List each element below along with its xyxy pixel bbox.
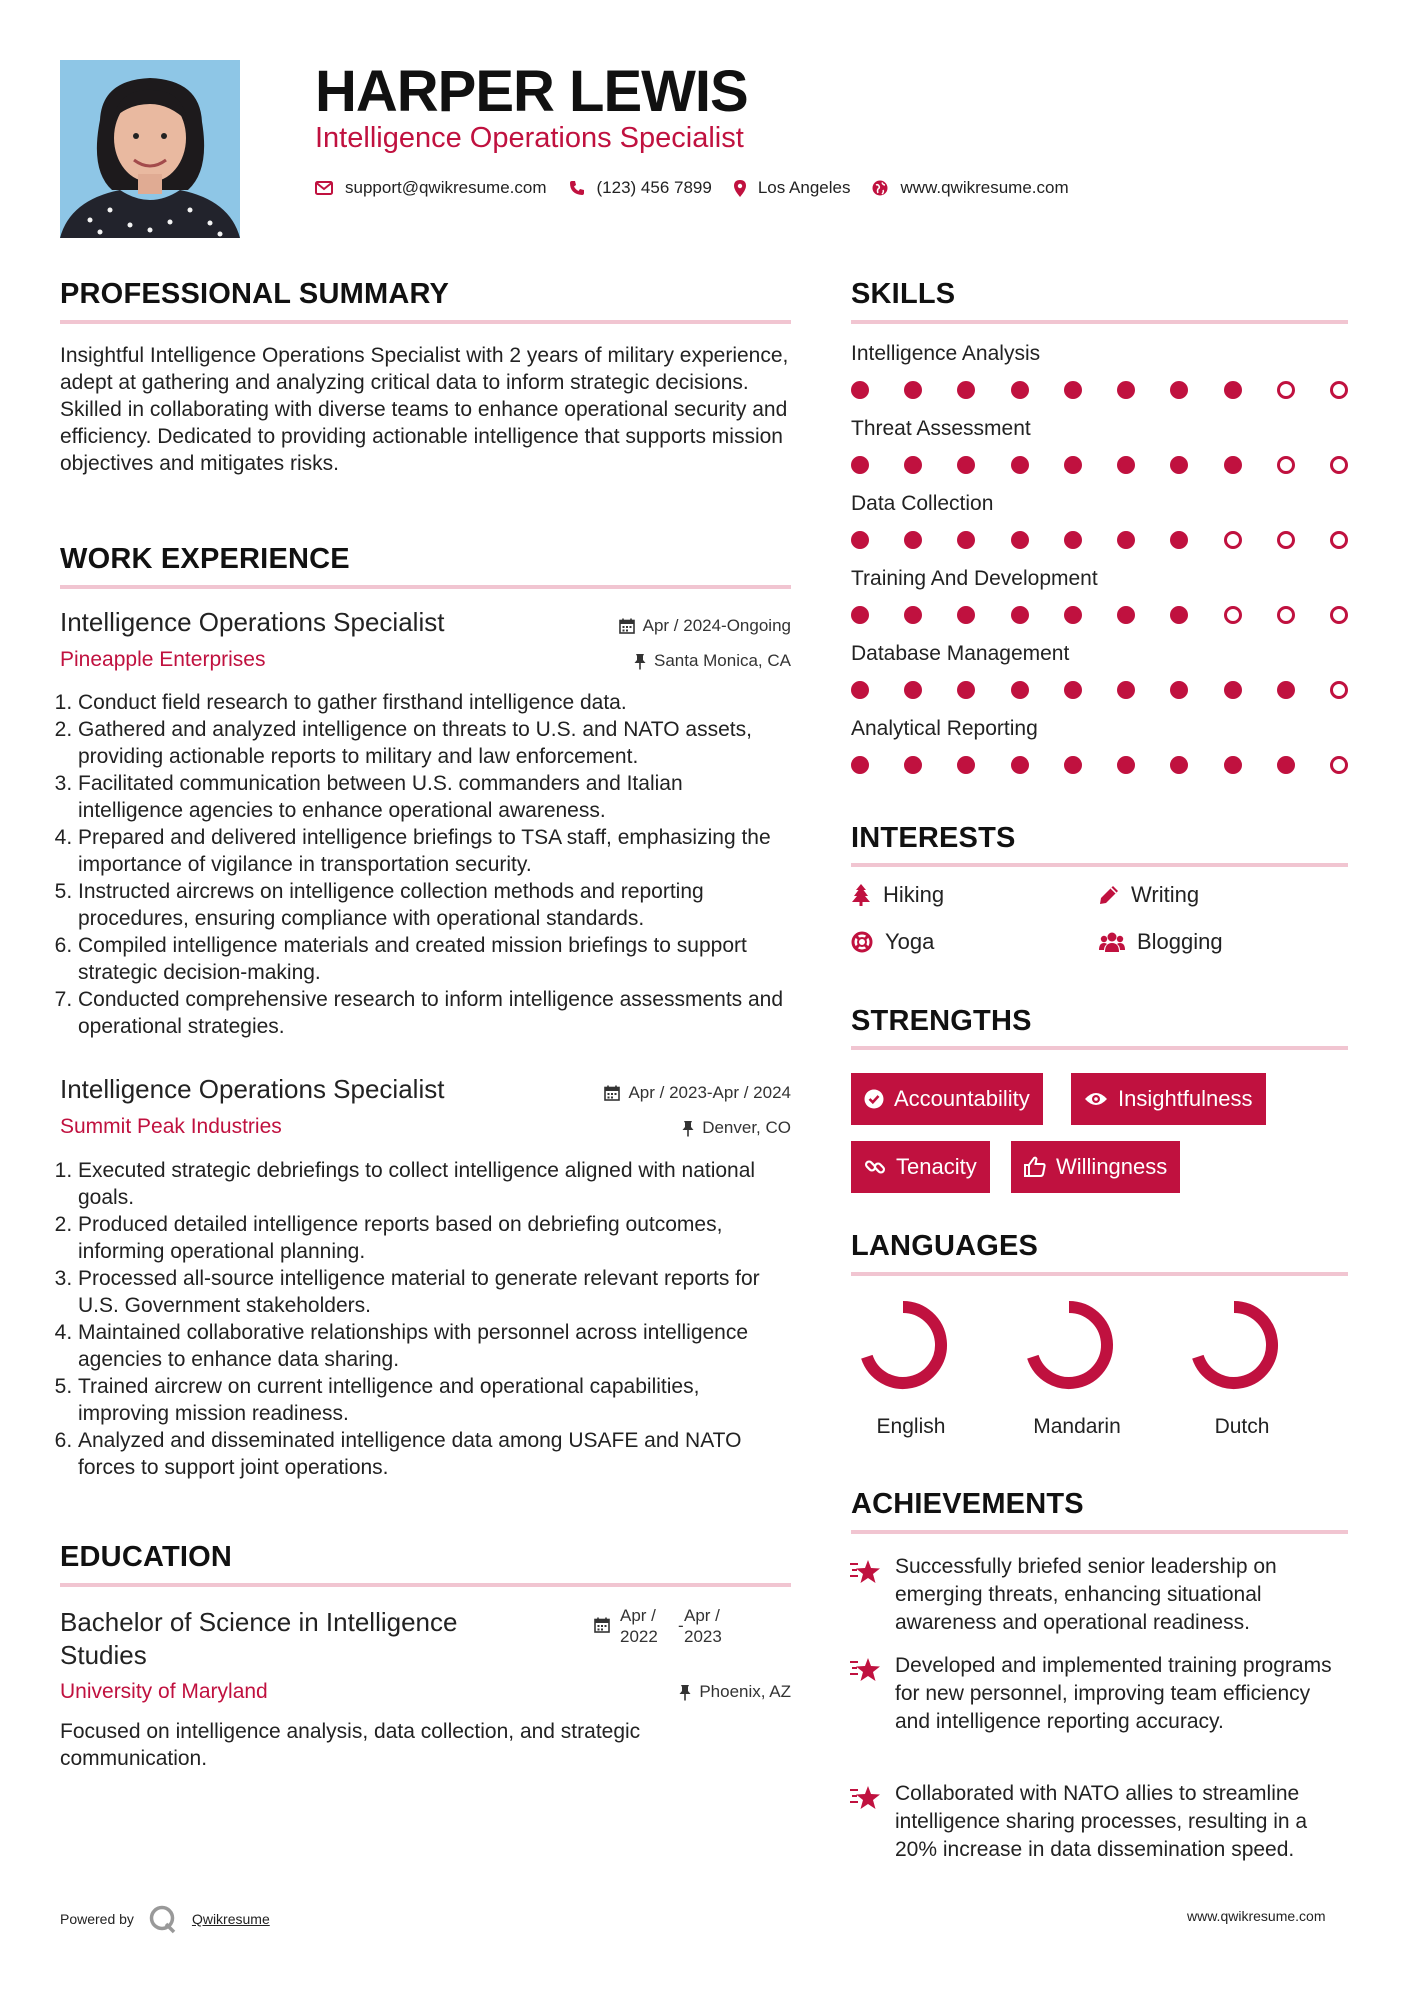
rating-dot-filled [904, 681, 922, 699]
rating-dot-filled [1064, 381, 1082, 399]
qwikresume-logo-icon [148, 1904, 178, 1934]
achievement-3: Collaborated with NATO allies to streamline intelligence sharing processes, resulting in a 20% increase in data dissemination speed. [895, 1782, 1308, 1861]
rating-dot-filled [1170, 456, 1188, 474]
rating-dot-filled [957, 531, 975, 549]
rating-dot-filled [1170, 606, 1188, 624]
language-mandarin-label: Mandarin [1033, 1415, 1121, 1438]
rating-dot-empty [1330, 531, 1348, 549]
interest-yoga [851, 929, 934, 955]
star-icon [849, 1558, 881, 1586]
job-2-dates-text: Apr / 2023-Apr / 2024 [628, 1083, 791, 1102]
rating-dot-filled [851, 381, 869, 399]
contact-email[interactable] [315, 178, 547, 198]
summary-heading: PROFESSIONAL SUMMARY [60, 278, 450, 310]
education-end-month: Apr / [684, 1606, 720, 1625]
rating-dot-filled [851, 756, 869, 774]
language-ring-english [867, 1307, 941, 1383]
strength-label: Insightfulness [1118, 1086, 1253, 1111]
strength-tenacity [851, 1141, 990, 1193]
degree-title: Bachelor of Science in Intelligence Studies [60, 1607, 458, 1670]
rating-dot-filled [1064, 681, 1082, 699]
list-item: 4. Maintained collaborative relationships with personnel across intelligence agencies to enhance data sharing. [78, 1319, 791, 1373]
job-1-location-text: Santa Monica, CA [653, 651, 791, 670]
rating-dot-filled [957, 381, 975, 399]
interests-divider [851, 863, 1348, 867]
skill-name: Analytical Reporting [851, 717, 1038, 740]
languages-rings [851, 1295, 1348, 1405]
interest-writing [1099, 882, 1199, 908]
check-circle-icon [864, 1089, 884, 1109]
skill-name: Database Management [851, 642, 1070, 665]
star-icon [849, 1784, 881, 1812]
achievement-2: Developed and implemented training programs for new personnel, improving team efficiency and intelligence reporting accuracy. [895, 1654, 1332, 1733]
rating-dot-filled [1224, 381, 1242, 399]
list-item: 5. Trained aircrew on current intelligence and operational capabilities, improving mission readiness. [78, 1373, 791, 1427]
interests-heading: INTERESTS [851, 822, 1016, 854]
job-1-title: Intelligence Operations Specialist [60, 607, 445, 637]
job-1-company: Pineapple Enterprises [60, 648, 266, 671]
experience-heading: WORK EXPERIENCE [60, 543, 350, 575]
rating-dot-empty [1330, 456, 1348, 474]
skill-name: Training And Development [851, 567, 1098, 590]
powered-by-text: Powered by [60, 1911, 134, 1927]
rating-dot-filled [1117, 456, 1135, 474]
calendar-icon [619, 618, 635, 634]
rating-dot-filled [1011, 606, 1029, 624]
education-start-month: Apr / [620, 1606, 656, 1625]
strength-label: Tenacity [896, 1154, 977, 1179]
list-item: 2. Produced detailed intelligence reports based on debriefing outcomes, informing operational planning. [78, 1211, 791, 1265]
list-item: 1. Conduct field research to gather firsthand intelligence data. [78, 689, 791, 716]
list-item: 5. Instructed aircrews on intelligence collection methods and reporting procedures, ensuring compliance with operational standards. [78, 878, 791, 932]
job-1-dates [520, 616, 791, 636]
job-2-duties [60, 1157, 791, 1481]
education-end-date [684, 1605, 722, 1647]
rating-dot-filled [851, 456, 869, 474]
rating-dot-filled [1011, 681, 1029, 699]
rating-dot-filled [1170, 756, 1188, 774]
school-name: University of Maryland [60, 1680, 268, 1703]
experience-divider [60, 585, 791, 589]
rating-dot-filled [1224, 456, 1242, 474]
strength-willingness [1011, 1141, 1180, 1193]
language-ring-mandarin [1033, 1307, 1107, 1383]
skill-rating [851, 756, 1348, 774]
rating-dot-filled [957, 756, 975, 774]
strengths-heading: STRENGTHS [851, 1005, 1032, 1037]
rating-dot-filled [1011, 531, 1029, 549]
map-marker-icon [734, 180, 746, 197]
rating-dot-empty [1224, 531, 1242, 549]
interest-blogging [1099, 929, 1223, 955]
interest-label: Writing [1131, 882, 1200, 907]
job-2-location [520, 1118, 791, 1138]
rating-dot-empty [1330, 756, 1348, 774]
globe-icon [872, 180, 888, 196]
pencil-icon [1099, 885, 1119, 905]
rating-dot-filled [957, 456, 975, 474]
education-end-year: 2023 [684, 1627, 722, 1646]
interest-label: Hiking [883, 882, 945, 907]
candidate-name: HARPER LEWIS [315, 59, 748, 124]
rating-dot-filled [851, 681, 869, 699]
rating-dot-filled [904, 756, 922, 774]
pushpin-icon [634, 653, 646, 670]
education-heading: EDUCATION [60, 1541, 233, 1573]
rating-dot-filled [904, 531, 922, 549]
skill-rating [851, 606, 1348, 624]
education-divider [60, 1583, 791, 1587]
rating-dot-filled [904, 381, 922, 399]
rating-dot-filled [1064, 456, 1082, 474]
language-dutch-label: Dutch [1214, 1415, 1270, 1438]
calendar-icon [594, 1617, 610, 1633]
rating-dot-filled [1170, 681, 1188, 699]
rating-dot-filled [1277, 681, 1295, 699]
education-date-dash: - [678, 1616, 684, 1635]
location-text: Los Angeles [757, 178, 851, 197]
users-icon [1099, 931, 1125, 953]
summary-divider [60, 320, 791, 324]
rating-dot-filled [1011, 756, 1029, 774]
list-item: 6. Compiled intelligence materials and created mission briefings to support strategic decision-making. [78, 932, 791, 986]
languages-heading: LANGUAGES [851, 1230, 1039, 1262]
list-item: 3. Facilitated communication between U.S. commanders and Italian intelligence agencies to enhance operational awareness. [78, 770, 791, 824]
list-item: 2. Gathered and analyzed intelligence on threats to U.S. and NATO assets, providing actionable reports to military and law enforcement. [78, 716, 791, 770]
summary-text: Insightful Intelligence Operations Specialist with 2 years of military experience, adept at gathering and analyzing critical data to inform strategic decisions. Skilled in collaborating with diverse teams to enhance operational security and efficiency. Dedicated to providing actionable intelligence that supports mission objectives and mitigates risks. [60, 344, 789, 475]
interest-label: Yoga [885, 929, 935, 954]
skill-rating [851, 681, 1348, 699]
website-text: www.qwikresume.com [900, 178, 1069, 197]
footer-powered [60, 1904, 270, 1934]
rating-dot-empty [1277, 456, 1295, 474]
rating-dot-filled [1224, 681, 1242, 699]
list-item: 1. Executed strategic debriefings to collect intelligence aligned with national goals. [78, 1157, 791, 1211]
strengths-divider [851, 1046, 1348, 1050]
brand-link[interactable]: Qwikresume [191, 1911, 270, 1927]
rating-dot-filled [904, 456, 922, 474]
phone-text: (123) 456 7899 [596, 178, 712, 197]
strength-insightfulness [1071, 1073, 1266, 1125]
strength-accountability [851, 1073, 1043, 1125]
rating-dot-filled [1117, 381, 1135, 399]
lifebuoy-icon [851, 931, 873, 953]
contact-bar [315, 178, 1091, 198]
contact-phone[interactable] [569, 178, 712, 198]
rating-dot-filled [904, 606, 922, 624]
job-2-title: Intelligence Operations Specialist [60, 1074, 445, 1104]
rating-dot-filled [1064, 756, 1082, 774]
education-description: Focused on intelligence analysis, data collection, and strategic communication. [60, 1720, 641, 1770]
rating-dot-empty [1277, 606, 1295, 624]
interest-hiking [851, 882, 944, 908]
skills-heading: SKILLS [851, 278, 956, 310]
eye-icon [1084, 1091, 1108, 1107]
skill-name: Threat Assessment [851, 417, 1031, 440]
contact-website[interactable] [872, 178, 1068, 198]
rating-dot-filled [1064, 606, 1082, 624]
rating-dot-filled [851, 606, 869, 624]
rating-dot-empty [1330, 681, 1348, 699]
strength-label: Accountability [894, 1086, 1030, 1111]
strength-label: Willingness [1056, 1154, 1168, 1179]
skill-name: Intelligence Analysis [851, 342, 1041, 365]
link-icon [864, 1156, 886, 1178]
rating-dot-filled [1117, 606, 1135, 624]
email-text: support@qwikresume.com [345, 178, 547, 197]
list-item: 7. Conducted comprehensive research to inform intelligence assessments and operational strategies. [78, 986, 791, 1040]
list-item: 6. Analyzed and disseminated intelligence data among USAFE and NATO forces to support joint operations. [78, 1427, 791, 1481]
envelope-icon [315, 181, 333, 195]
rating-dot-filled [1224, 756, 1242, 774]
list-item: 3. Processed all-source intelligence material to generate relevant reports for U.S. Government stakeholders. [78, 1265, 791, 1319]
achievements-divider [851, 1530, 1348, 1534]
job-1-location [520, 651, 791, 671]
rating-dot-filled [1011, 456, 1029, 474]
rating-dot-empty [1277, 381, 1295, 399]
rating-dot-filled [1064, 531, 1082, 549]
phone-icon [569, 180, 585, 196]
rating-dot-filled [1117, 531, 1135, 549]
job-1-duties [60, 689, 791, 1040]
rating-dot-empty [1330, 606, 1348, 624]
skills-divider [851, 320, 1348, 324]
job-2-dates [520, 1083, 791, 1103]
rating-dot-filled [957, 606, 975, 624]
rating-dot-empty [1330, 381, 1348, 399]
education-dates [594, 1605, 722, 1647]
languages-divider [851, 1272, 1348, 1276]
skill-rating [851, 381, 1348, 399]
pushpin-icon [679, 1684, 691, 1701]
rating-dot-filled [1011, 381, 1029, 399]
rating-dot-filled [1170, 381, 1188, 399]
education-location-text: Phoenix, AZ [699, 1682, 791, 1701]
rating-dot-empty [1277, 531, 1295, 549]
thumbs-up-icon [1024, 1156, 1046, 1178]
job-2-location-text: Denver, CO [702, 1118, 791, 1137]
candidate-title: Intelligence Operations Specialist [315, 122, 744, 154]
rating-dot-filled [1117, 681, 1135, 699]
skill-name: Data Collection [851, 492, 994, 515]
language-ring-dutch [1198, 1307, 1272, 1383]
star-icon [849, 1656, 881, 1684]
rating-dot-empty [1224, 606, 1242, 624]
rating-dot-filled [1277, 756, 1295, 774]
language-english-label: English [876, 1415, 946, 1438]
rating-dot-filled [957, 681, 975, 699]
education-start-year: 2022 [620, 1627, 658, 1646]
skill-rating [851, 456, 1348, 474]
education-location [520, 1682, 791, 1702]
tree-icon [851, 884, 871, 906]
profile-photo [60, 60, 240, 238]
achievements-heading: ACHIEVEMENTS [851, 1488, 1084, 1520]
education-start-date [620, 1605, 678, 1647]
job-1-dates-text: Apr / 2024-Ongoing [642, 616, 791, 635]
calendar-icon [604, 1085, 620, 1101]
pushpin-icon [682, 1120, 694, 1137]
interest-label: Blogging [1137, 929, 1223, 954]
skill-rating [851, 531, 1348, 549]
achievement-1: Successfully briefed senior leadership on emerging threats, enhancing situational awareness and operational readiness. [895, 1555, 1277, 1634]
rating-dot-filled [1117, 756, 1135, 774]
rating-dot-filled [851, 531, 869, 549]
footer-url[interactable]: www.qwikresume.com [1187, 1908, 1326, 1924]
rating-dot-filled [1170, 531, 1188, 549]
list-item: 4. Prepared and delivered intelligence briefings to TSA staff, emphasizing the importance of vigilance in transportation security. [78, 824, 791, 878]
contact-location [734, 178, 851, 198]
job-2-company: Summit Peak Industries [60, 1115, 282, 1138]
